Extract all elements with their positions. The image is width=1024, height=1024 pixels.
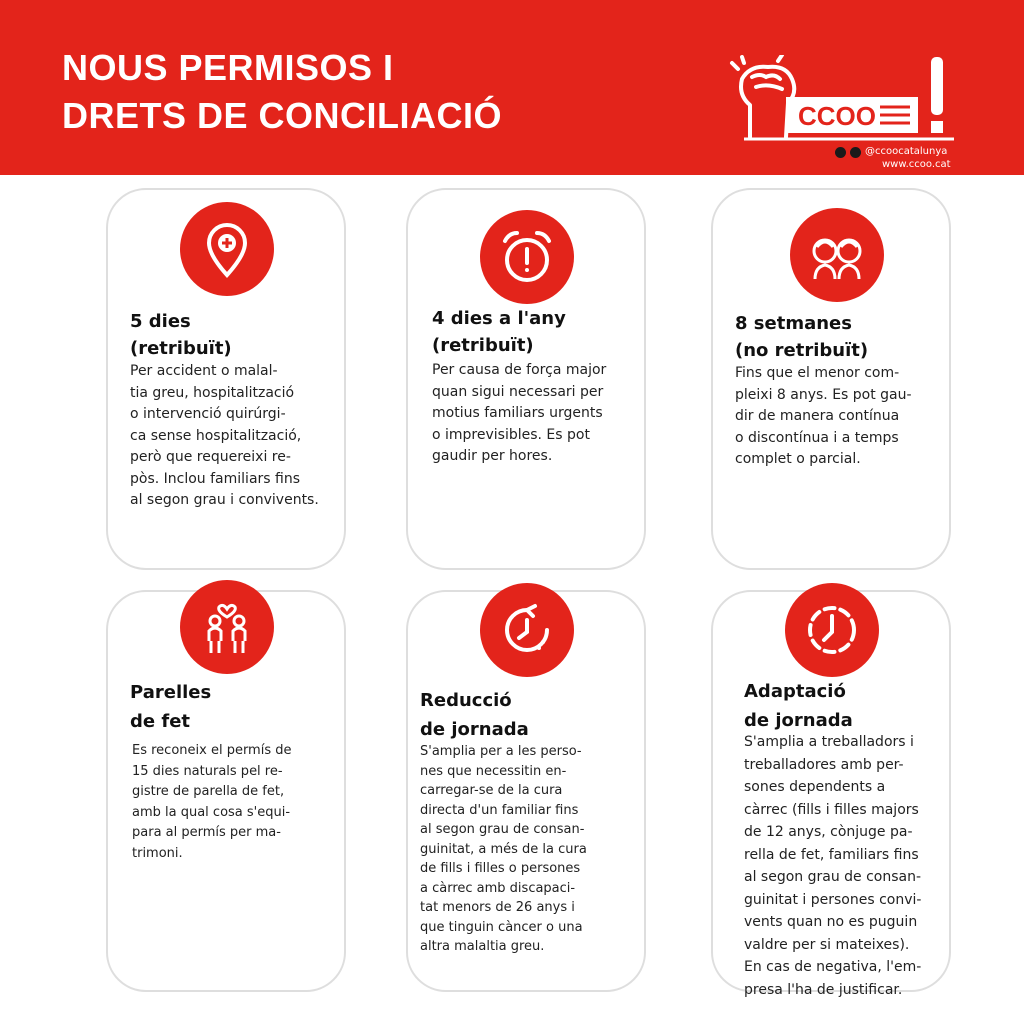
- card-5-title: Reducció de jornada: [420, 690, 529, 740]
- website-link[interactable]: www.ccoo.cat: [882, 159, 951, 170]
- location-medical-cross-icon: [180, 202, 274, 296]
- social-links: [835, 146, 947, 158]
- card-1-text: Per accident o malal- tia greu, hospitalització o intervenció quirúrgi- ca sense hospitalització, però que requereixi re- pòs. Inclou familiars fins al segon grau i convivents.: [130, 363, 319, 508]
- card-6-text: S'amplia a treballadors i treballadores amb per- sones dependents a càrrec (fills i filles majors de 12 anys, cònjuge pa- rella de fet, familiars fins al segon grau de consan- guinitat i persones convi- vents quan no es puguin valdre per si mateixes). En cas de negativa, l'em- presa l'ha de justificar.: [744, 734, 922, 998]
- ccoo-logo-fist-icon: [728, 55, 958, 145]
- card-3-text: Fins que el menor com- pleixi 8 anys. Es pot gau- dir de manera contínua o discontínua i a temps complet o parcial.: [735, 365, 912, 467]
- alarm-clock-icon: [480, 210, 574, 304]
- clock-reduction-icon: [480, 583, 574, 677]
- instagram-icon[interactable]: [850, 147, 861, 158]
- card-4-title: Parelles de fet: [130, 682, 212, 732]
- header-banner: [0, 0, 1024, 175]
- card-1-title: 5 dies (retribuït): [130, 311, 232, 359]
- clock-adaptation-icon: [785, 583, 879, 677]
- page-title: [62, 44, 502, 140]
- twitter-icon[interactable]: [835, 147, 846, 158]
- card-4-text: Es reconeix el permís de 15 dies naturals pel re- gistre de parella de fet, amb la qual cosa s'equi- para al permís per ma- trimoni.: [132, 743, 292, 861]
- children-icon: [790, 208, 884, 302]
- couple-heart-icon: [180, 580, 274, 674]
- title-line-2: DRETS DE CONCILIACIÓ: [62, 95, 503, 136]
- card-5-text: S'amplia per a les perso- nes que necessitin en- carregar-se de la cura directa d'un familiar fins al segon grau de consan- guinitat, a més de la cura de fills i filles o persones a càrrec amb discapaci- tat menors de 26 anys i que tinguin càncer o una altra malaltia greu.: [420, 744, 587, 954]
- card-2-title: 4 dies a l'any (retribuït): [432, 308, 566, 356]
- card-2-text: Per causa de força major quan sigui necessari per motius familiars urgents o imprevisibles. Es pot gaudir per hores.: [432, 362, 607, 464]
- logo-text: CCOO: [798, 101, 876, 131]
- card-3-title: 8 setmanes (no retribuït): [735, 313, 869, 361]
- social-handle[interactable]: @ccoocatalunya: [865, 146, 948, 157]
- card-6-title: Adaptació de jornada: [744, 681, 853, 731]
- title-line-1: NOUS PERMISOS I: [62, 47, 394, 88]
